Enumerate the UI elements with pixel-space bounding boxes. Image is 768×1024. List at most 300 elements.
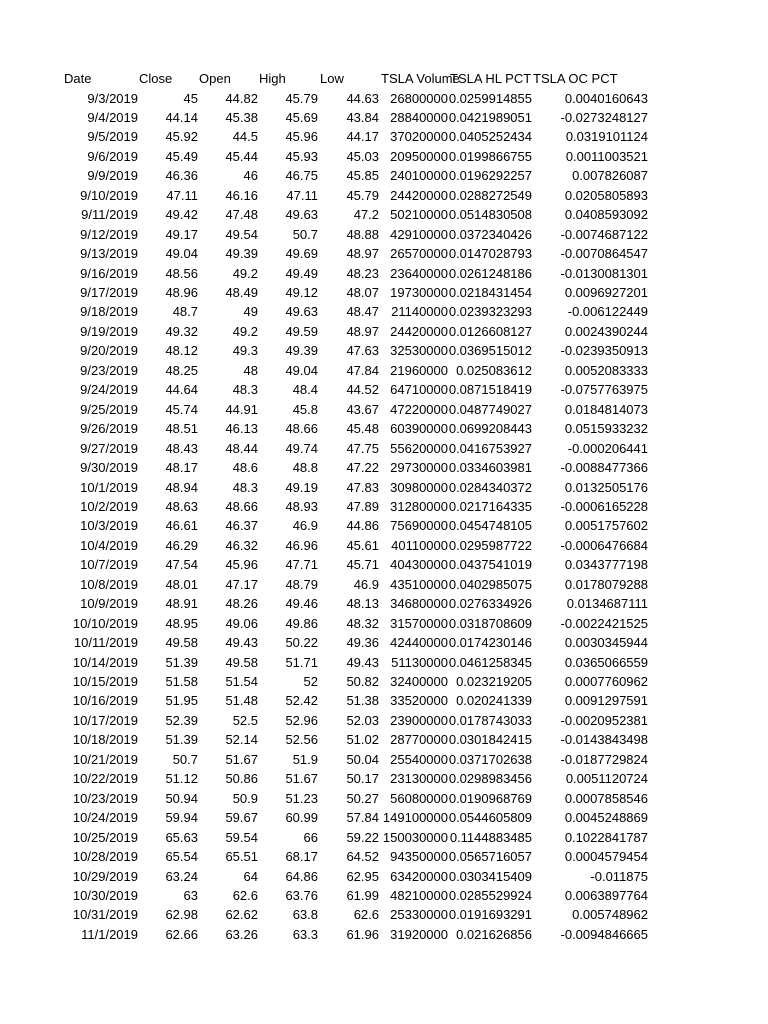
date-cell[interactable]: 9/23/2019: [80, 362, 138, 378]
volume-cell[interactable]: 24420000: [390, 187, 448, 203]
hl-pct-cell[interactable]: 0.0437541019: [448, 557, 532, 573]
high-cell[interactable]: 60.99: [285, 810, 318, 826]
low-cell[interactable]: 47.89: [346, 498, 379, 514]
close-cell[interactable]: 51.58: [165, 674, 198, 689]
open-cell[interactable]: 48.6: [232, 460, 258, 476]
close-cell[interactable]: 65.54: [165, 849, 198, 865]
low-cell[interactable]: 48.13: [346, 596, 379, 612]
low-cell[interactable]: 52.03: [346, 712, 379, 728]
high-cell[interactable]: 48.79: [285, 576, 318, 592]
volume-cell[interactable]: 60390000: [390, 421, 448, 437]
low-cell[interactable]: 45.79: [346, 187, 379, 203]
oc-pct-cell[interactable]: -0.0070864547: [560, 246, 648, 262]
low-cell[interactable]: 48.97: [346, 246, 379, 262]
open-cell[interactable]: 47.17: [225, 576, 258, 592]
date-cell[interactable]: 10/25/2019: [72, 829, 138, 845]
high-cell[interactable]: 63.76: [285, 887, 318, 903]
volume-cell[interactable]: 43510000: [390, 576, 448, 592]
hl-pct-cell[interactable]: 0.0191693291: [448, 907, 532, 923]
open-cell[interactable]: 49.54: [225, 226, 258, 242]
volume-cell[interactable]: 42910000: [390, 226, 448, 242]
date-cell[interactable]: 10/30/2019: [72, 887, 138, 903]
open-cell[interactable]: 62.62: [225, 907, 258, 923]
high-cell[interactable]: 50.7: [292, 226, 318, 242]
volume-cell[interactable]: 75690000: [390, 518, 448, 534]
close-cell[interactable]: 48.51: [165, 421, 198, 437]
open-cell[interactable]: 48.44: [225, 440, 258, 456]
high-cell[interactable]: 51.67: [285, 771, 318, 787]
date-cell[interactable]: 10/2/2019: [80, 498, 138, 514]
hl-pct-cell[interactable]: 0.0514830508: [448, 207, 532, 223]
high-cell[interactable]: 47.11: [286, 187, 318, 203]
low-cell[interactable]: 46.9: [353, 576, 379, 592]
volume-cell[interactable]: 30980000: [390, 479, 448, 495]
hl-pct-cell[interactable]: 0.0196292257: [448, 168, 532, 184]
hl-pct-cell[interactable]: 0.0217164335: [448, 498, 532, 514]
close-cell[interactable]: 62.98: [165, 907, 198, 923]
oc-pct-cell[interactable]: 0.0178079288: [564, 576, 648, 592]
header-high[interactable]: High: [259, 71, 286, 86]
header-tsla-oc-pct[interactable]: TSLA OC PCT: [533, 71, 618, 86]
close-cell[interactable]: 65.63: [165, 829, 198, 845]
open-cell[interactable]: 46.16: [225, 187, 258, 203]
high-cell[interactable]: 64.86: [285, 868, 318, 884]
close-cell[interactable]: 48.43: [165, 440, 198, 456]
date-cell[interactable]: 9/3/2019: [87, 90, 138, 106]
date-cell[interactable]: 9/27/2019: [80, 440, 138, 456]
high-cell[interactable]: 52: [303, 674, 318, 689]
high-cell[interactable]: 63.3: [292, 926, 318, 942]
date-cell[interactable]: 9/24/2019: [80, 382, 138, 398]
hl-pct-cell[interactable]: 0.0416753927: [448, 440, 532, 456]
hl-pct-cell[interactable]: 0.0190968769: [448, 790, 532, 806]
high-cell[interactable]: 52.96: [285, 712, 318, 728]
hl-pct-cell[interactable]: 0.0699208443: [448, 421, 532, 437]
high-cell[interactable]: 52.42: [285, 693, 318, 709]
hl-pct-cell[interactable]: 0.025083612: [456, 362, 532, 378]
date-cell[interactable]: 9/18/2019: [80, 304, 138, 320]
low-cell[interactable]: 57.84: [346, 810, 379, 826]
date-cell[interactable]: 9/9/2019: [87, 168, 138, 184]
close-cell[interactable]: 48.7: [172, 304, 198, 320]
close-cell[interactable]: 48.12: [165, 343, 198, 359]
date-cell[interactable]: 9/5/2019: [87, 129, 138, 145]
hl-pct-cell[interactable]: 0.0487749027: [448, 401, 532, 417]
hl-pct-cell[interactable]: 0.0298983456: [448, 771, 532, 787]
close-cell[interactable]: 51.39: [165, 732, 198, 748]
low-cell[interactable]: 44.86: [346, 518, 379, 534]
volume-cell[interactable]: 94350000: [390, 849, 448, 865]
oc-pct-cell[interactable]: -0.0757763975: [560, 382, 648, 398]
oc-pct-cell[interactable]: -0.000206441: [567, 440, 648, 456]
oc-pct-cell[interactable]: 0.0007760962: [564, 674, 648, 689]
high-cell[interactable]: 48.66: [285, 421, 318, 437]
volume-cell[interactable]: 28770000: [390, 732, 448, 748]
open-cell[interactable]: 49.2: [232, 323, 258, 339]
high-cell[interactable]: 49.86: [285, 615, 318, 631]
oc-pct-cell[interactable]: 0.0343777198: [564, 557, 648, 573]
hl-pct-cell[interactable]: 0.0544605809: [448, 810, 532, 826]
open-cell[interactable]: 46: [243, 168, 258, 184]
high-cell[interactable]: 49.49: [285, 265, 318, 281]
hl-pct-cell[interactable]: 0.0871518419: [448, 382, 532, 398]
high-cell[interactable]: 68.17: [285, 849, 318, 865]
oc-pct-cell[interactable]: 0.0184814073: [564, 401, 648, 417]
volume-cell[interactable]: 40430000: [390, 557, 448, 573]
high-cell[interactable]: 49.63: [285, 207, 318, 223]
close-cell[interactable]: 51.95: [165, 693, 198, 709]
date-cell[interactable]: 10/29/2019: [72, 868, 138, 884]
open-cell[interactable]: 52.5: [232, 712, 258, 728]
close-cell[interactable]: 48.94: [165, 479, 198, 495]
low-cell[interactable]: 50.04: [346, 751, 379, 767]
close-cell[interactable]: 50.7: [172, 751, 198, 767]
high-cell[interactable]: 49.46: [285, 596, 318, 612]
oc-pct-cell[interactable]: -0.0074687122: [560, 226, 648, 242]
volume-cell[interactable]: 33520000: [390, 693, 448, 709]
high-cell[interactable]: 49.63: [285, 304, 318, 320]
volume-cell[interactable]: 24010000: [390, 168, 448, 184]
oc-pct-cell[interactable]: -0.011875: [590, 868, 648, 884]
oc-pct-cell[interactable]: -0.0239350913: [560, 343, 648, 359]
low-cell[interactable]: 43.67: [346, 401, 379, 417]
high-cell[interactable]: 52.56: [285, 732, 318, 748]
date-cell[interactable]: 9/11/2019: [81, 207, 138, 223]
volume-cell[interactable]: 23900000: [390, 712, 448, 728]
high-cell[interactable]: 46.75: [285, 168, 318, 184]
volume-cell[interactable]: 24420000: [390, 323, 448, 339]
low-cell[interactable]: 47.2: [353, 207, 379, 223]
header-tsla-hl-pct[interactable]: TSLA HL PCT: [450, 71, 532, 86]
hl-pct-cell[interactable]: 0.0371702638: [448, 751, 532, 767]
hl-pct-cell[interactable]: 0.0178743033: [448, 712, 532, 728]
high-cell[interactable]: 49.69: [285, 246, 318, 262]
low-cell[interactable]: 45.61: [346, 537, 379, 553]
hl-pct-cell[interactable]: 0.0259914855: [448, 90, 532, 106]
volume-cell[interactable]: 56080000: [390, 790, 448, 806]
hl-pct-cell[interactable]: 0.0461258345: [448, 654, 532, 670]
date-cell[interactable]: 10/11/2019: [73, 635, 138, 651]
low-cell[interactable]: 47.22: [346, 460, 379, 476]
hl-pct-cell[interactable]: 0.020241339: [456, 693, 532, 709]
hl-pct-cell[interactable]: 0.0405252434: [448, 129, 532, 145]
date-cell[interactable]: 9/20/2019: [80, 343, 138, 359]
open-cell[interactable]: 45.96: [225, 557, 258, 573]
volume-cell[interactable]: 26570000: [390, 246, 448, 262]
open-cell[interactable]: 48.66: [225, 498, 258, 514]
close-cell[interactable]: 51.12: [165, 771, 198, 787]
hl-pct-cell[interactable]: 0.0276334926: [448, 596, 532, 612]
open-cell[interactable]: 49.39: [225, 246, 258, 262]
oc-pct-cell[interactable]: 0.0051120724: [565, 771, 648, 787]
volume-cell[interactable]: 34680000: [390, 596, 448, 612]
oc-pct-cell[interactable]: -0.0273248127: [560, 109, 648, 125]
low-cell[interactable]: 51.02: [346, 732, 379, 748]
oc-pct-cell[interactable]: 0.0051757602: [564, 518, 648, 534]
volume-cell[interactable]: 32400000: [390, 674, 448, 689]
high-cell[interactable]: 48.93: [285, 498, 318, 514]
open-cell[interactable]: 62.6: [232, 887, 258, 903]
date-cell[interactable]: 10/14/2019: [72, 654, 138, 670]
low-cell[interactable]: 45.48: [346, 421, 379, 437]
high-cell[interactable]: 49.19: [285, 479, 318, 495]
open-cell[interactable]: 51.67: [225, 751, 258, 767]
high-cell[interactable]: 45.8: [292, 401, 318, 417]
volume-cell[interactable]: 28840000: [390, 109, 448, 125]
open-cell[interactable]: 48.3: [232, 382, 258, 398]
hl-pct-cell[interactable]: 0.0174230146: [448, 635, 532, 651]
volume-cell[interactable]: 149100000: [382, 810, 448, 826]
open-cell[interactable]: 49.43: [225, 635, 258, 651]
open-cell[interactable]: 49: [243, 304, 258, 320]
oc-pct-cell[interactable]: 0.0134687111: [566, 596, 648, 612]
oc-pct-cell[interactable]: -0.0020952381: [560, 712, 648, 728]
open-cell[interactable]: 48.26: [225, 596, 258, 612]
date-cell[interactable]: 10/18/2019: [72, 732, 138, 748]
date-cell[interactable]: 10/17/2019: [72, 712, 138, 728]
oc-pct-cell[interactable]: -0.0187729824: [560, 751, 648, 767]
volume-cell[interactable]: 26800000: [390, 90, 448, 106]
low-cell[interactable]: 61.99: [346, 887, 379, 903]
oc-pct-cell[interactable]: 0.0408593092: [564, 207, 648, 223]
oc-pct-cell[interactable]: 0.0004579454: [564, 849, 648, 865]
low-cell[interactable]: 47.75: [346, 440, 379, 456]
date-cell[interactable]: 10/31/2019: [72, 907, 138, 923]
volume-cell[interactable]: 50210000: [390, 207, 448, 223]
close-cell[interactable]: 45.74: [165, 401, 198, 417]
open-cell[interactable]: 59.54: [225, 829, 258, 845]
oc-pct-cell[interactable]: 0.0024390244: [564, 323, 648, 339]
oc-pct-cell[interactable]: 0.0040160643: [564, 90, 648, 106]
oc-pct-cell[interactable]: -0.006122449: [567, 304, 648, 320]
volume-cell[interactable]: 150030000: [382, 829, 448, 845]
date-cell[interactable]: 10/16/2019: [72, 693, 138, 709]
date-cell[interactable]: 10/24/2019: [72, 810, 138, 826]
date-cell[interactable]: 10/28/2019: [72, 849, 138, 865]
close-cell[interactable]: 52.39: [165, 712, 198, 728]
low-cell[interactable]: 45.85: [346, 168, 379, 184]
high-cell[interactable]: 45.69: [285, 109, 318, 125]
hl-pct-cell[interactable]: 0.0295987722: [448, 537, 532, 553]
date-cell[interactable]: 9/6/2019: [87, 148, 138, 164]
date-cell[interactable]: 10/7/2019: [80, 557, 138, 573]
close-cell[interactable]: 48.63: [165, 498, 198, 514]
open-cell[interactable]: 48.49: [225, 285, 258, 300]
header-close[interactable]: Close: [139, 71, 173, 86]
open-cell[interactable]: 65.51: [225, 849, 258, 865]
hl-pct-cell[interactable]: 0.0565716057: [448, 849, 532, 865]
open-cell[interactable]: 49.3: [232, 343, 258, 359]
low-cell[interactable]: 44.52: [346, 382, 379, 398]
date-cell[interactable]: 9/26/2019: [80, 421, 138, 437]
open-cell[interactable]: 64: [243, 868, 258, 884]
oc-pct-cell[interactable]: 0.0205805893: [564, 187, 648, 203]
date-cell[interactable]: 9/12/2019: [80, 226, 138, 242]
date-cell[interactable]: 9/30/2019: [80, 460, 138, 476]
volume-cell[interactable]: 37020000: [390, 129, 448, 145]
open-cell[interactable]: 51.54: [225, 674, 258, 689]
date-cell[interactable]: 10/15/2019: [72, 674, 138, 689]
oc-pct-cell[interactable]: 0.1022841787: [564, 829, 648, 845]
open-cell[interactable]: 46.32: [225, 537, 258, 553]
oc-pct-cell[interactable]: 0.0091297591: [564, 693, 648, 709]
hl-pct-cell[interactable]: 0.023219205: [456, 674, 532, 689]
volume-cell[interactable]: 31570000: [390, 615, 448, 631]
open-cell[interactable]: 49.06: [225, 615, 258, 631]
volume-cell[interactable]: 51130000: [391, 654, 448, 670]
close-cell[interactable]: 51.39: [165, 654, 198, 670]
header-date[interactable]: Date: [64, 71, 92, 86]
date-cell[interactable]: 10/10/2019: [72, 615, 138, 631]
date-cell[interactable]: 9/4/2019: [87, 109, 138, 125]
low-cell[interactable]: 50.17: [346, 771, 379, 787]
volume-cell[interactable]: 23130000: [390, 771, 448, 787]
low-cell[interactable]: 48.32: [346, 615, 379, 631]
hl-pct-cell[interactable]: 0.0218431454: [448, 285, 532, 300]
volume-cell[interactable]: 42440000: [390, 635, 448, 651]
date-cell[interactable]: 10/23/2019: [72, 790, 138, 806]
low-cell[interactable]: 51.38: [346, 693, 379, 709]
high-cell[interactable]: 46.96: [285, 537, 318, 553]
volume-cell[interactable]: 64710000: [390, 382, 448, 398]
oc-pct-cell[interactable]: 0.0063897764: [564, 887, 648, 903]
date-cell[interactable]: 10/3/2019: [80, 518, 138, 534]
hl-pct-cell[interactable]: 0.0372340426: [448, 226, 532, 242]
close-cell[interactable]: 46.29: [165, 537, 198, 553]
oc-pct-cell[interactable]: 0.0319101124: [565, 129, 648, 145]
open-cell[interactable]: 49.2: [232, 265, 258, 281]
close-cell[interactable]: 46.61: [165, 518, 198, 534]
oc-pct-cell[interactable]: 0.0365066559: [564, 654, 648, 670]
close-cell[interactable]: 47.54: [165, 557, 198, 573]
high-cell[interactable]: 49.04: [285, 362, 318, 378]
low-cell[interactable]: 62.6: [353, 907, 379, 923]
close-cell[interactable]: 48.96: [165, 285, 198, 300]
volume-cell[interactable]: 21140000: [391, 304, 448, 320]
close-cell[interactable]: 45.92: [165, 129, 198, 145]
hl-pct-cell[interactable]: 0.0402985075: [448, 576, 532, 592]
volume-cell[interactable]: 29730000: [390, 460, 448, 476]
low-cell[interactable]: 64.52: [346, 849, 379, 865]
hl-pct-cell[interactable]: 0.0318708609: [448, 615, 532, 631]
open-cell[interactable]: 48.3: [232, 479, 258, 495]
high-cell[interactable]: 66: [303, 829, 318, 845]
high-cell[interactable]: 51.23: [285, 790, 318, 806]
close-cell[interactable]: 46.36: [165, 168, 198, 184]
open-cell[interactable]: 45.38: [225, 109, 258, 125]
date-cell[interactable]: 10/21/2019: [72, 751, 138, 767]
date-cell[interactable]: 10/22/2019: [72, 771, 138, 787]
volume-cell[interactable]: 47220000: [390, 401, 448, 417]
volume-cell[interactable]: 32530000: [390, 343, 448, 359]
low-cell[interactable]: 50.82: [346, 674, 379, 689]
date-cell[interactable]: 9/19/2019: [80, 323, 138, 339]
date-cell[interactable]: 9/16/2019: [80, 265, 138, 281]
high-cell[interactable]: 49.59: [285, 323, 318, 339]
close-cell[interactable]: 49.04: [165, 246, 198, 262]
open-cell[interactable]: 50.9: [232, 790, 258, 806]
oc-pct-cell[interactable]: 0.0045248869: [564, 810, 648, 826]
high-cell[interactable]: 49.39: [285, 343, 318, 359]
low-cell[interactable]: 48.97: [346, 323, 379, 339]
close-cell[interactable]: 62.66: [165, 926, 198, 942]
hl-pct-cell[interactable]: 0.0421989051: [448, 109, 532, 125]
high-cell[interactable]: 49.12: [285, 285, 318, 300]
open-cell[interactable]: 45.44: [225, 148, 258, 164]
header-tsla-volume[interactable]: TSLA Volume: [381, 71, 460, 86]
hl-pct-cell[interactable]: 0.1144883485: [449, 829, 532, 845]
hl-pct-cell[interactable]: 0.0126608127: [448, 323, 532, 339]
close-cell[interactable]: 44.64: [165, 382, 198, 398]
open-cell[interactable]: 44.5: [232, 129, 258, 145]
high-cell[interactable]: 47.71: [285, 557, 318, 573]
date-cell[interactable]: 9/25/2019: [80, 401, 138, 417]
close-cell[interactable]: 45: [183, 90, 198, 106]
volume-cell[interactable]: 31280000: [390, 498, 448, 514]
date-cell[interactable]: 9/10/2019: [80, 187, 138, 203]
high-cell[interactable]: 51.9: [292, 751, 318, 767]
high-cell[interactable]: 45.79: [285, 90, 318, 106]
high-cell[interactable]: 49.74: [285, 440, 318, 456]
volume-cell[interactable]: 19730000: [390, 285, 448, 300]
date-cell[interactable]: 10/4/2019: [80, 537, 138, 553]
low-cell[interactable]: 45.03: [346, 148, 379, 164]
hl-pct-cell[interactable]: 0.0199866755: [448, 148, 532, 164]
high-cell[interactable]: 45.93: [285, 148, 318, 164]
header-open[interactable]: Open: [199, 71, 231, 86]
oc-pct-cell[interactable]: -0.0143843498: [560, 732, 648, 748]
close-cell[interactable]: 49.42: [165, 207, 198, 223]
low-cell[interactable]: 47.84: [346, 362, 379, 378]
open-cell[interactable]: 44.82: [225, 90, 258, 106]
hl-pct-cell[interactable]: 0.0303415409: [448, 868, 532, 884]
high-cell[interactable]: 46.9: [292, 518, 318, 534]
low-cell[interactable]: 59.22: [346, 829, 379, 845]
oc-pct-cell[interactable]: -0.0094846665: [560, 926, 648, 942]
oc-pct-cell[interactable]: 0.005748962: [572, 907, 648, 923]
low-cell[interactable]: 61.96: [346, 926, 379, 942]
close-cell[interactable]: 45.49: [165, 148, 198, 164]
hl-pct-cell[interactable]: 0.0288272549: [448, 187, 532, 203]
low-cell[interactable]: 44.17: [346, 129, 379, 145]
oc-pct-cell[interactable]: 0.0007858546: [564, 790, 648, 806]
high-cell[interactable]: 50.22: [285, 635, 318, 651]
low-cell[interactable]: 48.88: [346, 226, 379, 242]
volume-cell[interactable]: 63420000: [390, 868, 448, 884]
close-cell[interactable]: 63: [183, 887, 198, 903]
oc-pct-cell[interactable]: 0.0011003521: [565, 148, 648, 164]
high-cell[interactable]: 45.96: [285, 129, 318, 145]
open-cell[interactable]: 51.48: [225, 693, 258, 709]
oc-pct-cell[interactable]: 0.007826087: [572, 168, 648, 184]
hl-pct-cell[interactable]: 0.0285529924: [448, 887, 532, 903]
volume-cell[interactable]: 31920000: [390, 926, 448, 942]
low-cell[interactable]: 47.63: [346, 343, 379, 359]
oc-pct-cell[interactable]: -0.0130081301: [560, 265, 648, 281]
high-cell[interactable]: 51.71: [285, 654, 318, 670]
low-cell[interactable]: 48.07: [346, 285, 379, 300]
date-cell[interactable]: 10/8/2019: [80, 576, 138, 592]
close-cell[interactable]: 48.91: [165, 596, 198, 612]
high-cell[interactable]: 48.8: [292, 460, 318, 476]
volume-cell[interactable]: 20950000: [390, 148, 448, 164]
volume-cell[interactable]: 25330000: [390, 907, 448, 923]
volume-cell[interactable]: 25540000: [390, 751, 448, 767]
oc-pct-cell[interactable]: -0.0006476684: [560, 537, 648, 553]
close-cell[interactable]: 48.25: [165, 362, 198, 378]
close-cell[interactable]: 50.94: [165, 790, 198, 806]
low-cell[interactable]: 45.71: [346, 557, 379, 573]
